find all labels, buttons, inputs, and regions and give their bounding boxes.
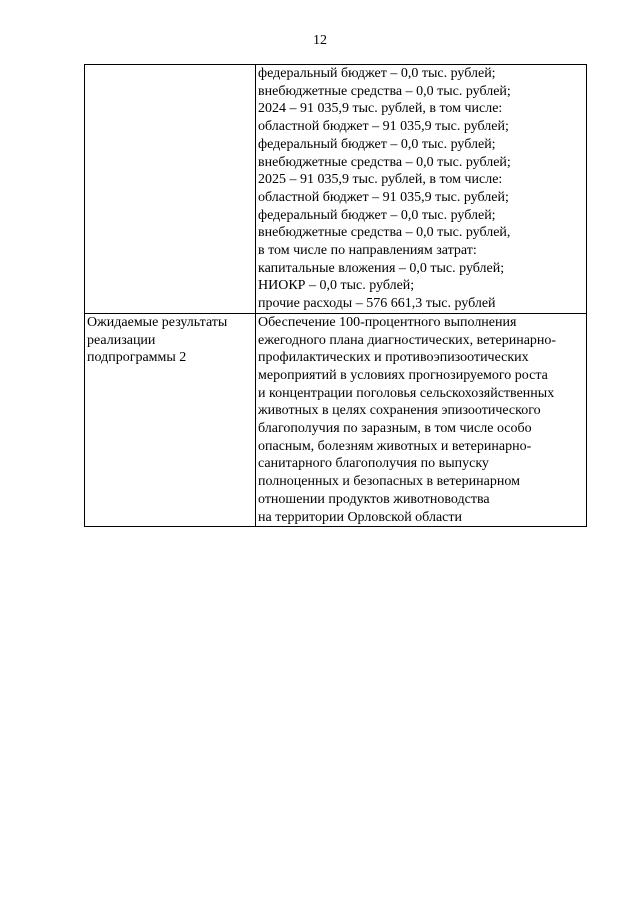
expected-results-line: санитарного благополучия по выпуску [258,456,489,472]
page-number: 12 [313,33,327,48]
expected-results-line: и концентрации поголовья сельскохозяйственных [258,385,555,401]
expected-results-label-line: подпрограммы 2 [87,350,187,366]
expected-results-line: отношении продуктов животноводства [258,491,490,507]
funding-label-cell [85,65,256,314]
expected-results-line: полноценных и безопасных в ветеринарном [258,474,520,490]
expected-results-label-line: Ожидаемые результаты [87,314,228,330]
funding-line: федеральный бюджет – 0,0 тыс. рублей; [258,66,496,81]
expected-results-value-cell [256,313,587,526]
funding-line: внебюджетные средства – 0,0 тыс. рублей; [258,154,511,170]
funding-value-cell [256,65,587,314]
expected-results-line: ежегодного плана диагностических, ветеринарно- [258,332,557,348]
funding-line: в том числе по направлениям затрат: [258,243,477,259]
expected-results-line: профилактических и противоэпизоотических [258,350,529,366]
funding-line: капитальные вложения – 0,0 тыс. рублей; [258,260,505,276]
funding-line: федеральный бюджет – 0,0 тыс. рублей; [258,136,496,152]
funding-line: внебюджетные средства – 0,0 тыс. рублей, [258,225,511,241]
funding-line: прочие расходы – 576 661,3 тыс. рублей [258,296,496,312]
table-row-expected-results [85,313,587,526]
funding-line: областной бюджет – 91 035,9 тыс. рублей; [258,119,509,135]
funding-line: областной бюджет – 91 035,9 тыс. рублей; [258,189,509,205]
funding-line: федеральный бюджет – 0,0 тыс. рублей; [258,207,496,223]
expected-results-line: благополучия по заразным, в том числе особо [258,421,532,437]
expected-results-label-cell [85,313,256,526]
expected-results-line: на территории Орловской области [258,509,462,525]
document-table [84,64,587,527]
funding-line: 2024 – 91 035,9 тыс. рублей, в том числе: [258,101,503,117]
expected-results-line: опасным, болезням животных и ветеринарно- [258,438,532,454]
expected-results-line: животных в целях сохранения эпизоотического [258,403,541,419]
funding-line: внебюджетные средства – 0,0 тыс. рублей; [258,83,511,99]
funding-line: НИОКР – 0,0 тыс. рублей; [258,278,415,294]
expected-results-line: Обеспечение 100-процентного выполнения [258,314,517,330]
funding-line: 2025 – 91 035,9 тыс. рублей, в том числе: [258,172,503,188]
expected-results-line: мероприятий в условиях прогнозируемого роста [258,367,548,383]
expected-results-label-line: реализации [87,332,156,348]
table-row-funding [85,65,587,314]
